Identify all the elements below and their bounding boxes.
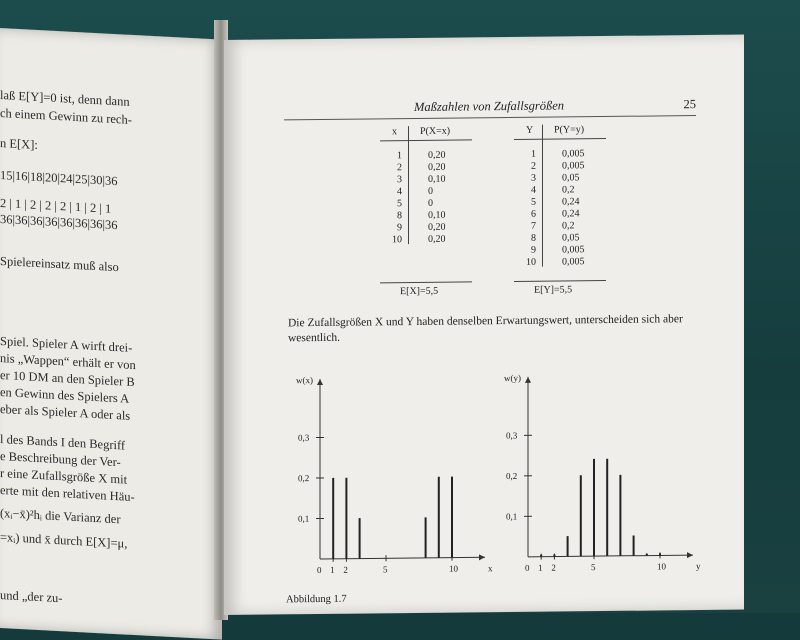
table-cell-value: 5 xyxy=(514,197,536,209)
x-tick-label: 5 xyxy=(591,562,596,572)
table-header-col2: P(X=x) xyxy=(420,126,450,137)
table-header-rule xyxy=(514,138,606,140)
table-cell-value: 4 xyxy=(514,185,536,197)
x-tick-label: 1 xyxy=(538,563,542,573)
table-cell-probability: 0,20 xyxy=(428,234,446,246)
table-cell-value: 4 xyxy=(380,186,402,198)
x-axis-arrow xyxy=(479,554,485,560)
table-cell-value: 2 xyxy=(514,161,536,173)
y-axis-label: w(x) xyxy=(296,375,313,385)
page-header xyxy=(284,95,696,120)
left-page-line: laß E[Y]=0 ist, denn dann xyxy=(0,88,130,110)
x-tick-label: 1 xyxy=(330,565,334,575)
table-cell-probability: 0,10 xyxy=(428,174,446,186)
x-axis xyxy=(320,557,485,559)
left-page-line: =xᵢ) und x̄ durch E[X]=μ, xyxy=(0,530,127,552)
table-cell-value: 8 xyxy=(514,233,536,245)
table-cell-probability: 0 xyxy=(428,186,433,198)
left-page-line: er 10 DM an den Spieler B xyxy=(0,368,135,390)
x-tick-label: 0 xyxy=(317,565,322,575)
left-page-line: 15|16|18|20|24|25|30|36 xyxy=(0,168,118,189)
x-tick-label: 10 xyxy=(657,561,666,571)
table-cell-value: 2 xyxy=(380,162,402,174)
left-page-line: l des Bands I den Begriff xyxy=(0,432,125,454)
left-page xyxy=(0,28,222,640)
x-tick-label: 0 xyxy=(525,563,530,573)
table-cell-value: 10 xyxy=(380,234,402,246)
y-tick-label: 0,1 xyxy=(506,511,517,521)
left-page-line: Spielereinsatz muß also xyxy=(0,254,119,275)
table-footer-rule xyxy=(380,281,472,283)
y-tick-label: 0,2 xyxy=(298,473,309,483)
left-page-line: und „der zu- xyxy=(0,588,62,606)
table-cell-value: 1 xyxy=(514,149,536,161)
x-tick-label: 2 xyxy=(343,565,347,575)
table-cell-value: 9 xyxy=(514,245,536,257)
left-page-line: r eine Zufallsgröße X mit xyxy=(0,466,127,488)
x-tick-label: 10 xyxy=(449,564,458,574)
table-cell-value: 6 xyxy=(514,209,536,221)
table-expectation: E[Y]=5,5 xyxy=(534,284,572,296)
table-cell-value: 3 xyxy=(514,173,536,185)
left-page-line: 36|36|36|36|36|36|36|36 xyxy=(0,212,118,233)
table-cell-probability: 0,05 xyxy=(562,232,580,244)
table-header-col2: P(Y=y) xyxy=(554,124,584,135)
running-title: Maßzahlen von Zufallsgrößen xyxy=(414,98,564,115)
y-tick-label: 0,3 xyxy=(298,433,310,443)
x-tick-label: 2 xyxy=(551,563,555,573)
table-cell-probability: 0 xyxy=(428,198,433,210)
table-cell-probability: 0,005 xyxy=(562,256,585,268)
x-tick-label: 5 xyxy=(383,564,388,574)
left-page-line: eber als Spieler A oder als xyxy=(0,402,130,424)
table-cell-probability: 0,24 xyxy=(562,208,580,220)
left-page-line: Spiel. Spieler A wirft drei- xyxy=(0,334,132,356)
table-column-rule xyxy=(408,126,409,244)
figure-caption: Abbildung 1.7 xyxy=(286,594,347,606)
y-axis-label: w(y) xyxy=(504,373,521,383)
table-expectation: E[X]=5,5 xyxy=(400,286,438,298)
table-cell-probability: 0,05 xyxy=(562,172,580,184)
left-page-line: n E[X]: xyxy=(0,136,38,153)
table-cell-value: 1 xyxy=(380,150,402,162)
y-tick-label: 0,1 xyxy=(298,514,309,524)
table-header-col1: Y xyxy=(526,125,533,136)
table-cell-probability: 0,24 xyxy=(562,196,580,208)
page-number: 25 xyxy=(684,97,697,112)
left-page-line: 2 | 1 | 2 | 2 | 2 | 1 | 2 | 1 xyxy=(0,196,111,217)
table-cell-value: 9 xyxy=(380,222,402,234)
table-cell-value: 10 xyxy=(514,257,536,269)
table-cell-probability: 0,005 xyxy=(562,244,585,256)
table-cell-probability: 0,005 xyxy=(562,148,585,160)
chart-w-x xyxy=(288,357,488,599)
table-footer-rule xyxy=(514,280,606,282)
left-page-line: en Gewinn des Spielers A xyxy=(0,385,129,407)
x-axis xyxy=(528,555,693,557)
chart-w-y xyxy=(496,355,696,597)
y-axis-arrow xyxy=(525,377,531,383)
x-axis-label: y xyxy=(696,561,701,571)
table-header-rule xyxy=(380,139,472,141)
y-tick-label: 0,2 xyxy=(506,471,517,481)
table-cell-probability: 0,20 xyxy=(428,222,446,234)
table-cell-probability: 0,005 xyxy=(562,160,585,172)
left-page-line: ch einem Gewinn zu rech- xyxy=(0,106,132,128)
table-y-distribution xyxy=(514,124,609,295)
body-paragraph: Die Zufallsgrößen X und Y haben denselben Erwartungswert, unterscheiden sich aber wesentlich. xyxy=(288,312,708,346)
left-page-line: nis „Wappen“ erhält er von xyxy=(0,351,136,373)
left-page-line: erte mit den relativen Häu- xyxy=(0,483,135,505)
table-cell-value: 5 xyxy=(380,198,402,210)
table-cell-probability: 0,20 xyxy=(428,150,446,162)
y-tick-label: 0,3 xyxy=(506,430,518,440)
left-page-line: e Beschreibung der Ver- xyxy=(0,449,121,470)
x-axis-label: x xyxy=(488,563,493,573)
left-page-line: (xᵢ−x̄)²hᵢ die Varianz der xyxy=(0,506,121,527)
table-cell-value: 3 xyxy=(380,174,402,186)
table-header-col1: x xyxy=(392,126,397,137)
table-x-distribution xyxy=(380,125,475,296)
table-cell-value: 8 xyxy=(380,210,402,222)
table-cell-probability: 0,2 xyxy=(562,184,575,196)
table-cell-probability: 0,10 xyxy=(428,210,446,222)
table-cell-value: 7 xyxy=(514,221,536,233)
x-axis-arrow xyxy=(687,552,693,558)
table-column-rule xyxy=(542,125,543,267)
table-cell-probability: 0,20 xyxy=(428,162,446,174)
y-axis-arrow xyxy=(317,379,323,385)
table-cell-probability: 0,2 xyxy=(562,220,575,232)
right-page xyxy=(224,35,744,615)
